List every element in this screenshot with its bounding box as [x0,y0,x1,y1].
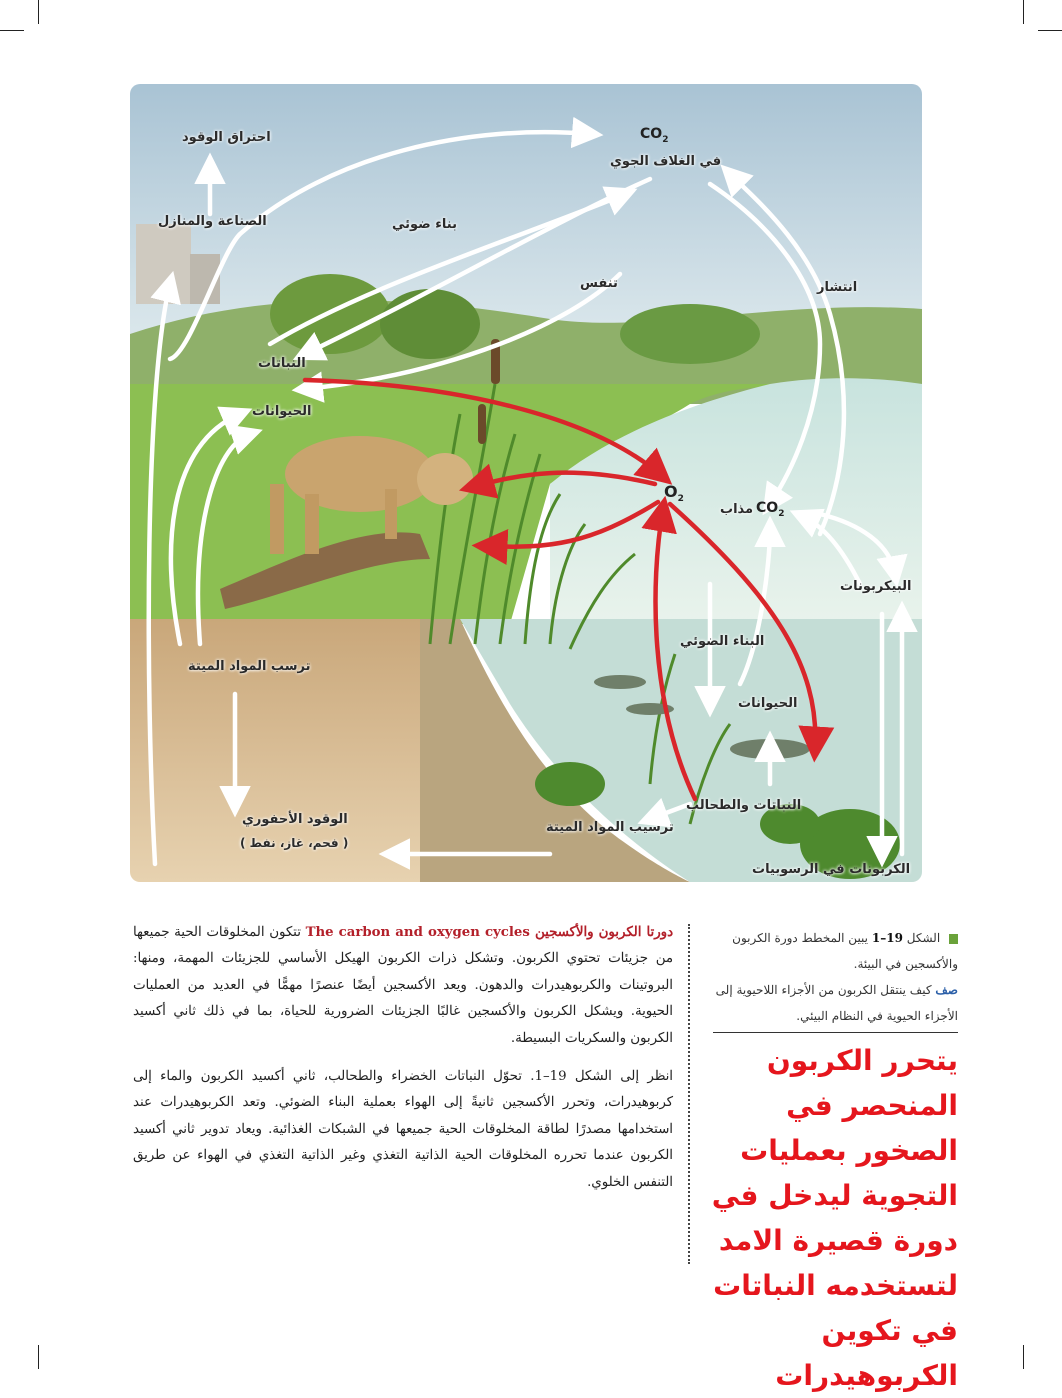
section-heading: دورتا الكربون والأكسجين The carbon and oxygen cycles [305,925,673,940]
tree [620,304,760,364]
label-atmosphere: في الغلاف الجوي [610,154,722,169]
label-respiration: تنفس [580,276,618,291]
crop-mark [38,0,39,24]
label-aquatic-photosynthesis: البناء الضوئي [680,634,765,649]
body-text-column [133,920,673,1208]
label-plants-algae: النباتات والطحالب [686,798,802,813]
caption-question: كيف ينتقل الكربون من الأجزاء اللاحيوية إلى الأجزاء الحيوية في النظام البيئي. [715,983,958,1023]
caption-text: يبين المخطط دورة الكربون والأكسجين في البيئة. [732,931,958,971]
figure-caption [713,925,958,1029]
caption-figure-number: 19–1 [871,931,903,945]
tree [380,289,480,359]
caption-question-label: صف [935,983,958,997]
label-fuel-burning: احتراق الوقود [182,130,271,145]
label-o2-formula: $O_2$ [664,482,684,505]
label-dissolved-co2-formula: $CO_2$ [756,500,785,519]
crop-mark [38,1345,39,1369]
answer-text: يتحرر الكربون المنحصر في الصخور بعمليات التجوية ليدخل في دورة قصيرة الامد لتستخدمه النباتات في تكوين الكربوهيدرات [711,1044,958,1392]
label-dead-matter-deposition: ترسب المواد الميتة [188,659,311,674]
cycle-illustration [130,84,922,882]
label-photosynthesis: بناء ضوئي [392,217,457,232]
crop-mark [1038,30,1062,31]
label-animals: الحيوانات [252,404,312,419]
label-diffusion: انتشار [817,280,858,295]
crop-mark [1023,1345,1024,1369]
paragraph-1 [133,920,673,1052]
paragraph-2: انظر إلى الشكل 19–1. تحوّل النباتات الخضراء والطحالب، ثاني أكسيد الكربون والماء إلى كربوهيدرات، وتحرر الأكسجين ثانيةً إلى الهواء بعملية البناء الضوئي. وتعد الكربوهيدرات عند استخدامها مصدرًا لطاقة المخلوقات الحية جميعها في الشبكات الغذائية. ويعاد تدوير ثاني أكسيد الكربون عندما تحرره المخلوقات الحية الذاتية التغذي وغير الذاتية التغذي في الهواء عن طريق التنفس الخلوي. [133,1069,673,1190]
caption-divider [713,1032,958,1033]
label-industry-homes: الصناعة والمنازل [158,214,267,229]
caption-figure-word: الشكل [906,931,941,945]
label-plants: النباتات [258,356,306,371]
carbon-oxygen-cycle-figure [130,84,922,882]
label-aquatic-animals: الحيوانات [738,696,798,711]
caption-marker-icon [949,934,958,944]
label-dissolved: مذاب [720,502,754,517]
label-dead-matter-sedimentation: ترسيب المواد الميتة [546,820,674,835]
crop-mark [0,30,24,31]
crop-mark [1023,0,1024,24]
label-bicarbonates: البيكربونات [840,579,912,594]
building [136,224,191,304]
cattail [478,404,486,444]
label-fossil-fuel: الوقود الأحفوري [242,812,348,827]
label-fossil-fuel-types: ( فحم، غاز، نفط ) [240,836,349,850]
paragraph-1-text: تتكون المخلوقات الحية جميعها من جزيئات تحتوي الكربون. وتشكل ذرات الكربون الهيكل الأساسي للجزيئات المهمة، ومنها: البروتينات والكربوهيدرات والدهون. ويعد الأكسجين أيضًا عنصرًا مهمًّا في العديد من العمليات الحيوية. ويشكل الكربون والأكسجين غالبًا الجزيئات الضرورية للحياة، بما في ذلك ثاني أكسيد الكربون والسكريات البسيطة. [133,925,673,1046]
label-sediment-carbonates: الكربونات في الرسوبيات [752,862,911,877]
label-co2-atmosphere-formula: $CO_2$ [640,126,669,145]
